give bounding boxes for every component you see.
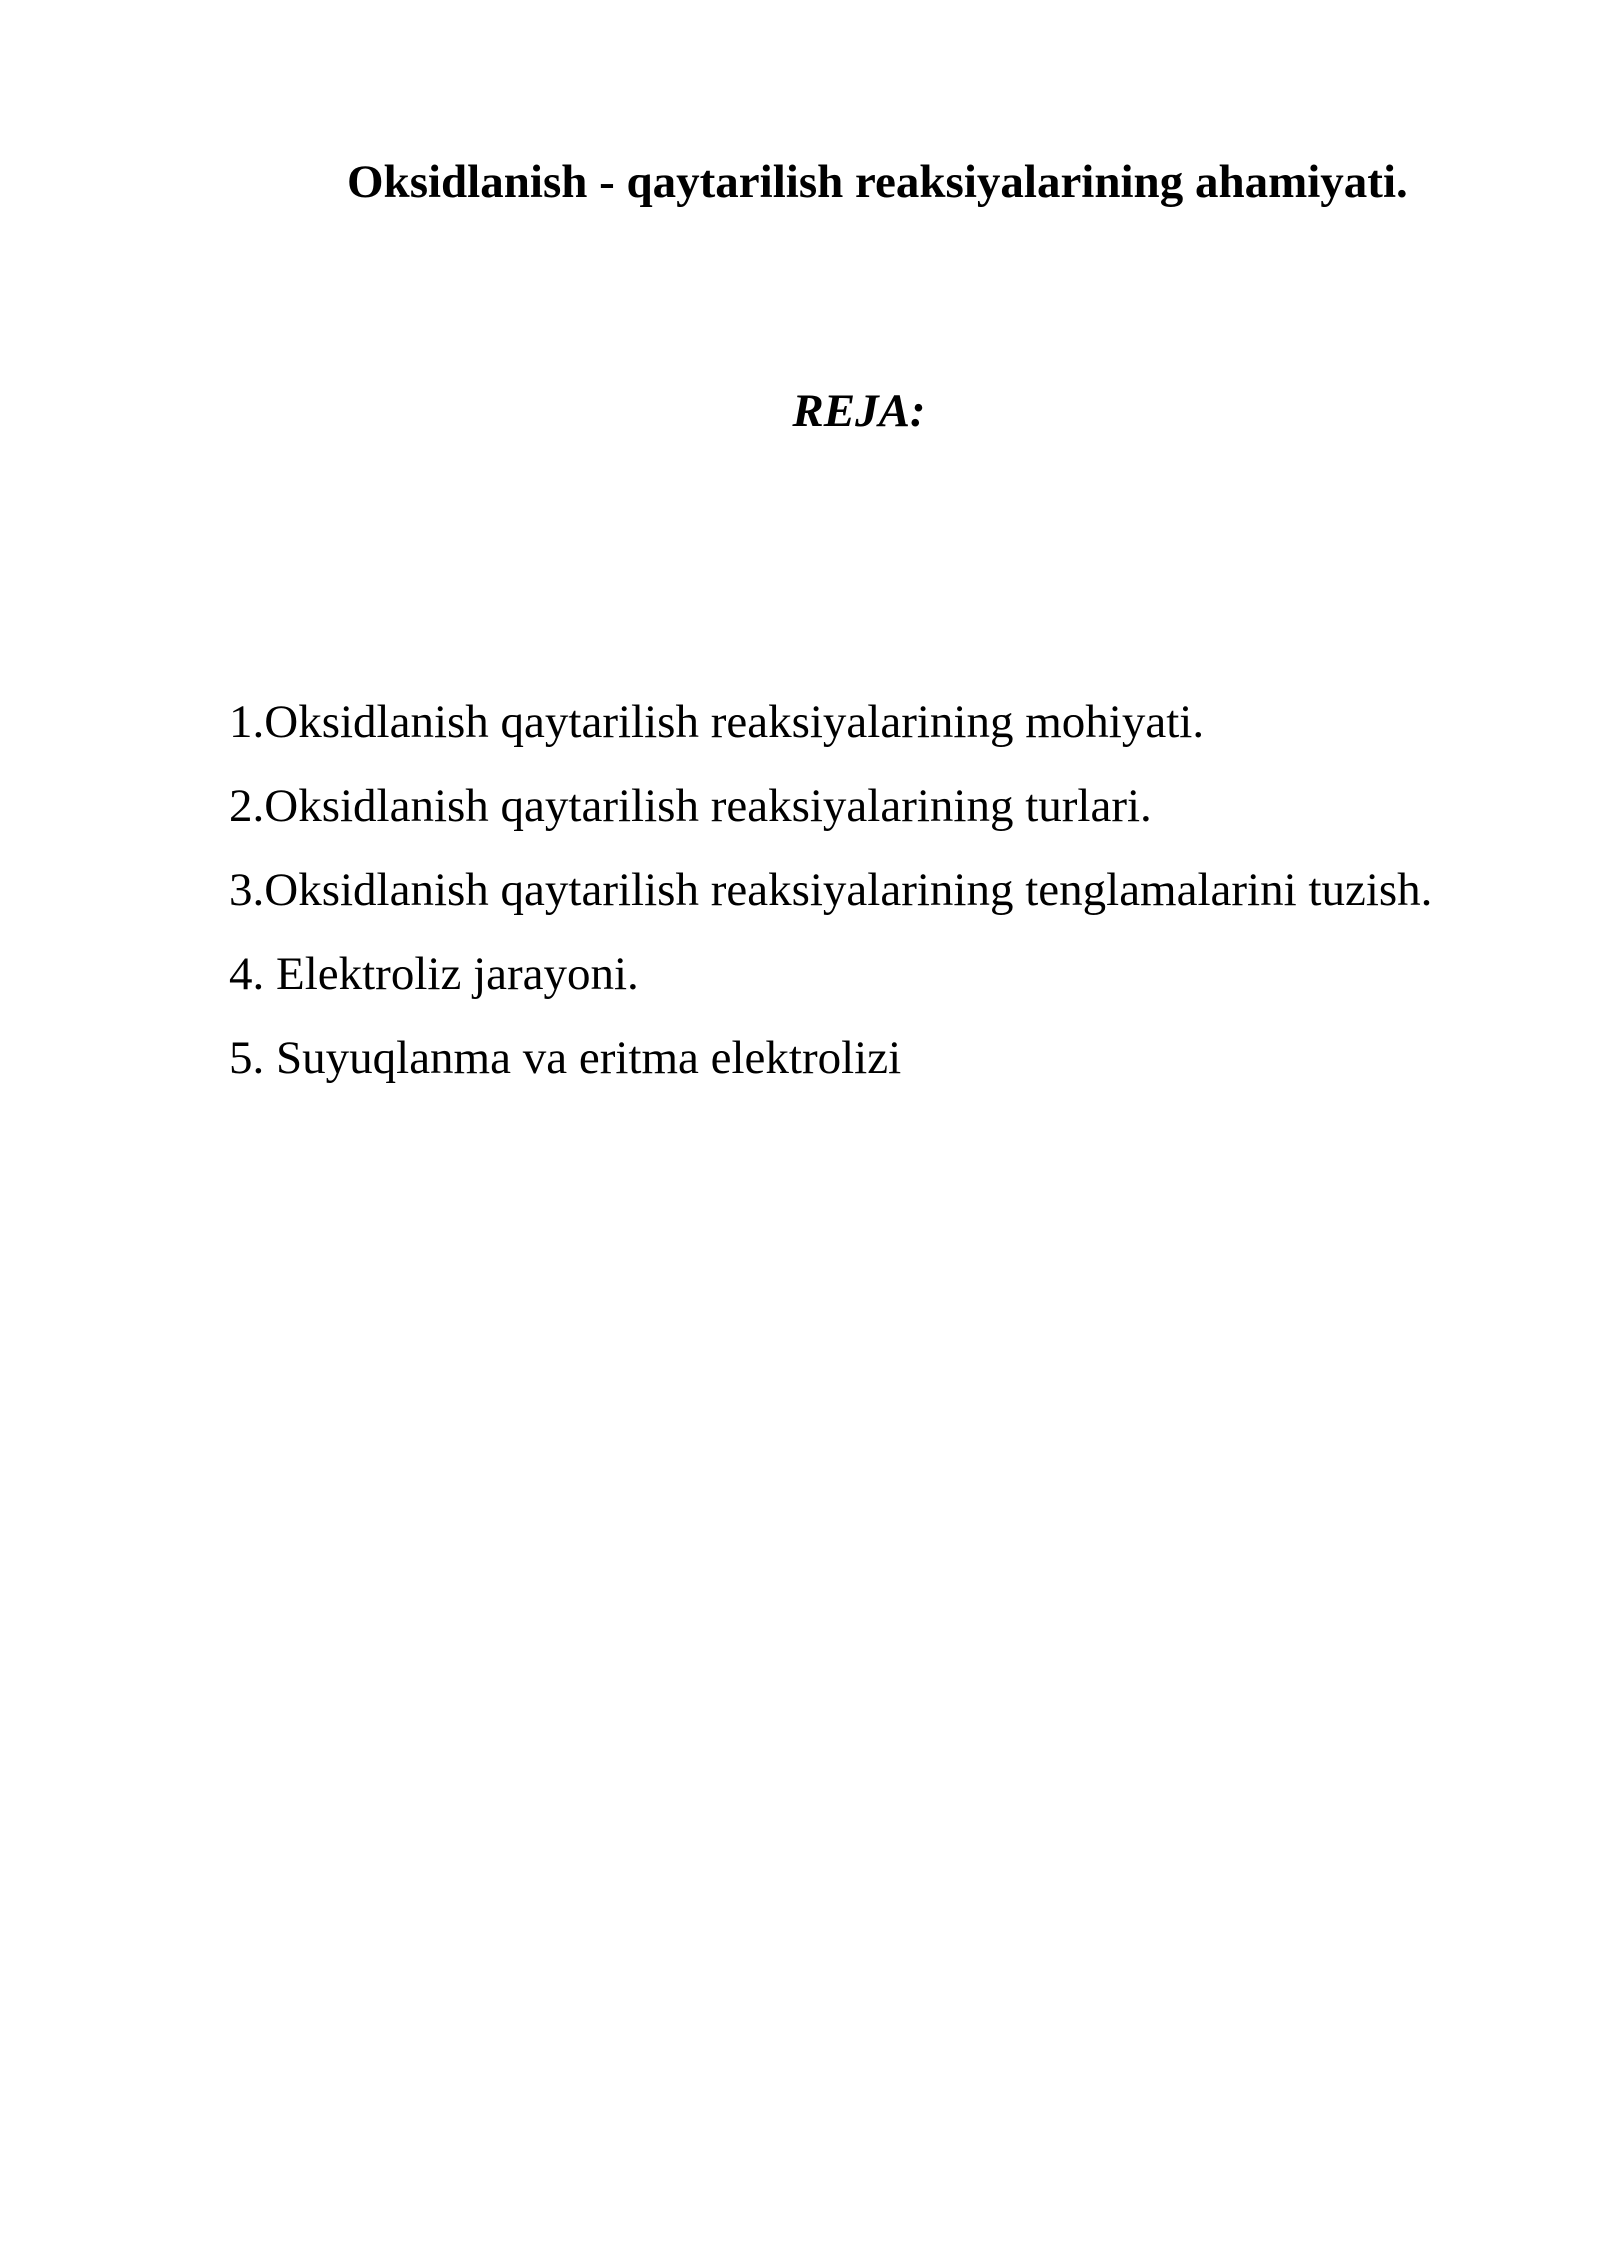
plan-item-2: 2.Oksidlanish qaytarilish reaksiyalarining turlari.: [229, 780, 1152, 832]
document-title: Oksidlanish - qaytarilish reaksiyalarining ahamiyati.: [347, 156, 1408, 208]
plan-heading: REJA:: [792, 385, 926, 437]
plan-item-4: 4. Elektroliz jarayoni.: [229, 948, 639, 1000]
plan-item-1: 1.Oksidlanish qaytarilish reaksiyalarining mohiyati.: [229, 696, 1205, 748]
plan-item-5: 5. Suyuqlanma va eritma elektrolizi: [229, 1032, 902, 1084]
plan-list: [229, 680, 1432, 1100]
plan-item-3: 3.Oksidlanish qaytarilish reaksiyalarining tenglamalarini tuzish.: [229, 864, 1433, 916]
